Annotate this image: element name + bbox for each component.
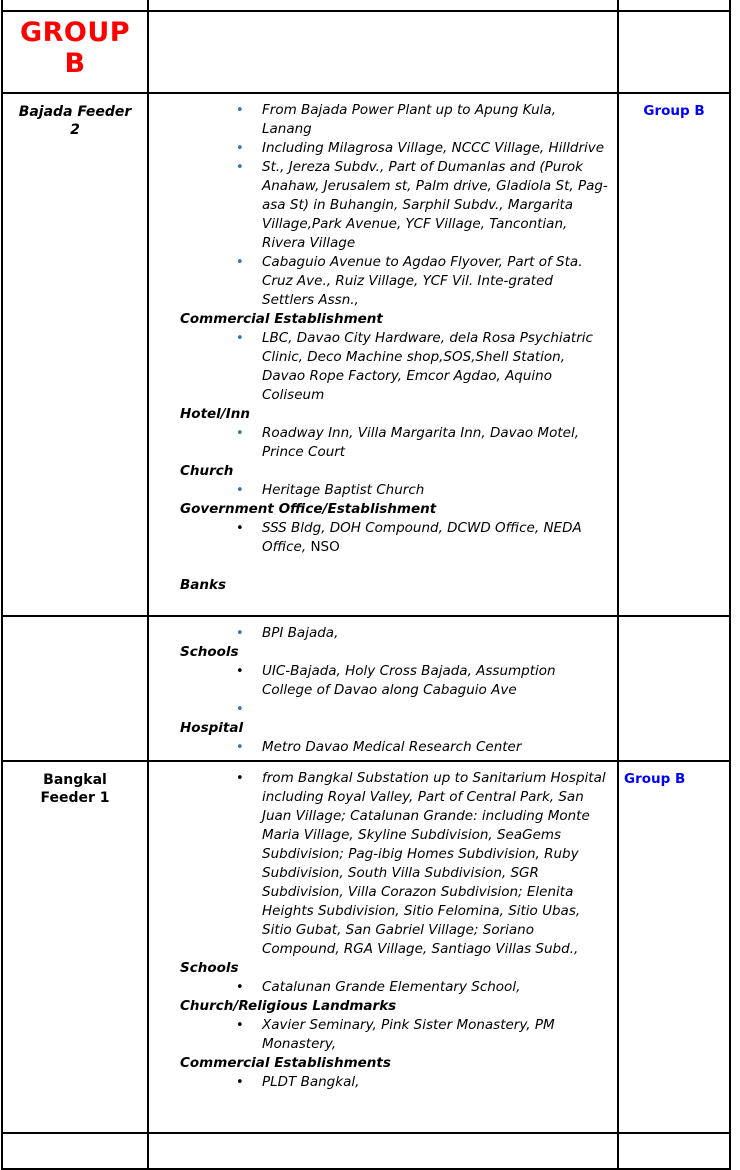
list-item-text: Including Milagrosa Village, NCCC Village, Hilldrive xyxy=(262,140,605,156)
row-bajada-feeder-2-continued xyxy=(2,616,730,761)
bullet-icon: • xyxy=(236,664,244,679)
bullet-icon: • xyxy=(236,483,244,498)
list-item xyxy=(180,519,609,557)
list-item-text: From Bajada Power Plant up to Apung Kula, Lanang xyxy=(262,102,557,137)
list-item xyxy=(180,424,609,462)
list-item xyxy=(180,139,609,158)
partial-cell xyxy=(2,0,148,11)
list-item xyxy=(180,978,609,997)
coverage-details-bajada-2 xyxy=(148,93,618,616)
list-item xyxy=(180,624,609,643)
empty-cell xyxy=(2,616,148,761)
list-item-text: St., Jereza Subdv., Part of Dumanlas and (Purok Anahaw, Jerusalem st, Palm drive, Gladiola St, Pag-asa St) in Buhangin, Sarphil Subdv., Margarita Village,Park Avenue, YCF Village, Tancontian, Rivera Village xyxy=(262,159,608,251)
category-heading: Church xyxy=(180,463,234,479)
blank-line xyxy=(180,557,609,576)
list-item-text: Catalunan Grande Elementary School, xyxy=(262,979,521,995)
bullet-icon: • xyxy=(236,702,244,717)
list-item-text: Metro Davao Medical Research Center xyxy=(262,739,522,755)
category-heading: Hospital xyxy=(180,720,244,736)
list-item xyxy=(180,158,609,253)
list-item xyxy=(180,1016,609,1054)
list-item-text: Heritage Baptist Church xyxy=(262,482,425,498)
text-line: 2 xyxy=(70,122,80,138)
category-heading: Hotel/Inn xyxy=(180,406,250,422)
list-item-text: Xavier Seminary, Pink Sister Monastery, PM Monastery, xyxy=(262,1017,555,1052)
list-item xyxy=(180,101,609,139)
list-item xyxy=(180,253,609,310)
list-item-text-upright: NSO xyxy=(310,539,340,555)
bullet-icon: • xyxy=(236,1018,244,1033)
coverage-details-bajada-2-continued xyxy=(148,616,618,761)
partial-row-bottom xyxy=(2,1133,730,1169)
list-item-text: from Bangkal Substation up to Sanitarium Hospital including Royal Valley, Part of Central Park, San Juan Village; Catalunan Grande: including Monte Maria Village, Skyline Subdivision, SeaGems Subdivision; Pag-ibig Homes Subdivision, Ruby Subdivision, South Villa Subdivision, SGR Subdivision, Villa Corazon Subdivision; Elenita Heights Subdivision, Sitio Felomina, Sitio Ubas, Sitio Gubat, San Gabriel Village; Soriano Compound, RGA Village, Santiago Villas Subd., xyxy=(262,770,606,957)
list-item-text: BPI Bajada, xyxy=(262,625,339,641)
group-label-bajada-2: Group B xyxy=(618,93,730,616)
bullet-icon: • xyxy=(236,160,244,175)
list-item xyxy=(180,738,609,757)
group-label-bangkal-1: Group B xyxy=(618,761,730,1133)
bullet-icon: • xyxy=(236,426,244,441)
list-item-text: UIC-Bajada, Holy Cross Bajada, Assumption College of Davao along Cabaguio Ave xyxy=(262,663,556,698)
bullet-icon: • xyxy=(236,1075,244,1090)
category-heading: Schools xyxy=(180,960,239,976)
bullet-icon: • xyxy=(236,626,244,641)
bullet-icon: • xyxy=(236,103,244,118)
list-item-text: SSS Bldg, DOH Compound, DCWD Office, NEDA Office, xyxy=(262,520,582,555)
category-heading: Government Office/Establishment xyxy=(180,501,437,517)
bullet-icon: • xyxy=(236,331,244,346)
text-line: B xyxy=(64,48,86,79)
partial-row-top xyxy=(2,0,730,11)
list-item xyxy=(180,481,609,500)
bullet-icon: • xyxy=(236,771,244,786)
list-item-text: Roadway Inn, Villa Margarita Inn, Davao Motel, Prince Court xyxy=(262,425,579,460)
partial-cell xyxy=(618,0,730,11)
bullet-icon: • xyxy=(236,141,244,156)
bullet-icon: • xyxy=(236,980,244,995)
empty-cell xyxy=(618,616,730,761)
list-item-text: PLDT Bangkal, xyxy=(262,1074,360,1090)
feeder-coverage-table xyxy=(1,0,731,1170)
feeder-name-bangkal-1 xyxy=(2,761,148,1133)
category-heading: Commercial Establishment xyxy=(180,311,383,327)
coverage-details-bangkal-1 xyxy=(148,761,618,1133)
partial-cell xyxy=(2,1133,148,1169)
feeder-name-bajada-2 xyxy=(2,93,148,616)
partial-cell xyxy=(618,1133,730,1169)
category-heading: Banks xyxy=(180,577,227,593)
list-item xyxy=(180,662,609,700)
list-item xyxy=(180,769,609,959)
category-heading: Schools xyxy=(180,644,239,660)
text-line: Bangkal xyxy=(43,772,107,788)
partial-cell xyxy=(148,1133,618,1169)
row-bajada-feeder-2 xyxy=(2,93,730,616)
group-title xyxy=(2,11,148,93)
group-header-row xyxy=(2,11,730,93)
feeder-table xyxy=(1,0,729,1170)
category-heading: Church/Religious Landmarks xyxy=(180,998,397,1014)
partial-cell xyxy=(148,0,618,11)
empty-cell xyxy=(148,11,618,93)
bullet-icon: • xyxy=(236,521,244,536)
list-item-text: Cabaguio Avenue to Agdao Flyover, Part of Sta. Cruz Ave., Ruiz Village, YCF Vil. Inte-grated Settlers Assn., xyxy=(262,254,583,308)
text-line: Bajada Feeder xyxy=(18,104,132,120)
list-item-text: LBC, Davao City Hardware, dela Rosa Psychiatric Clinic, Deco Machine shop,SOS,Shell Station, Davao Rope Factory, Emcor Agdao, Aquino Coliseum xyxy=(262,330,593,403)
list-item xyxy=(180,1073,609,1092)
text-line: GROUP xyxy=(19,17,131,48)
row-bangkal-feeder-1 xyxy=(2,761,730,1133)
text-line: Feeder 1 xyxy=(40,790,110,806)
empty-cell xyxy=(618,11,730,93)
list-item xyxy=(180,700,609,719)
bullet-icon: • xyxy=(236,740,244,755)
category-heading: Commercial Establishments xyxy=(180,1055,391,1071)
list-item xyxy=(180,329,609,405)
bullet-icon: • xyxy=(236,255,244,270)
